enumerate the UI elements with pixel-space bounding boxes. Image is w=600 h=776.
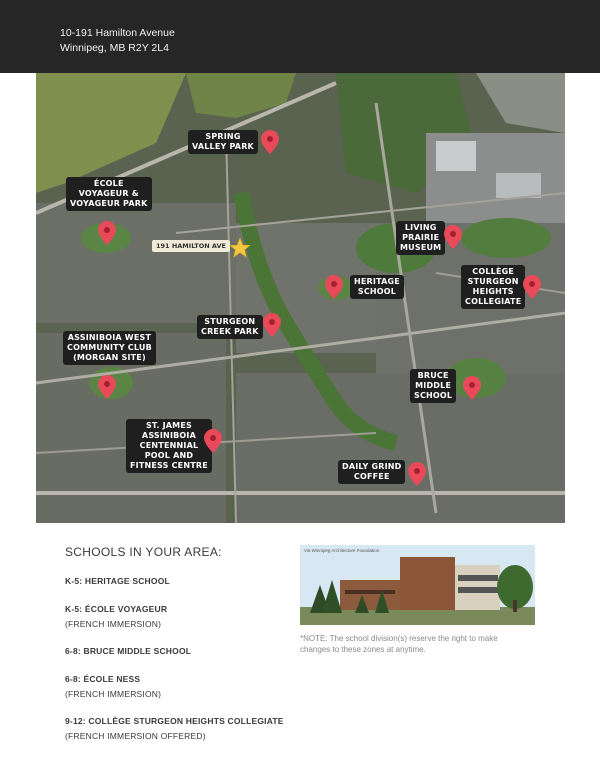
label-line: PRAIRIE: [402, 233, 440, 242]
label-spring-valley-park: [188, 130, 258, 154]
label-line: SCHOOL: [357, 287, 397, 296]
address-line-1: 10-191 Hamilton Avenue: [60, 27, 175, 39]
school-item: [65, 716, 284, 741]
label-line: VOYAGEUR &: [78, 189, 139, 198]
school-note: (FRENCH IMMERSION): [65, 689, 162, 699]
location-pin-icon: [261, 130, 279, 154]
label-line: ASSINIBOIA WEST: [67, 333, 152, 342]
label-line: ST. JAMES: [145, 421, 192, 430]
school-grade: K-5: ÉCOLE VOYAGEUR: [65, 604, 168, 614]
school-grade: 6-8: ÉCOLE NESS: [65, 674, 141, 684]
location-pin-icon: [325, 275, 343, 299]
label-assiniboia-west: [63, 331, 156, 365]
label-daily-grind-coffee: [338, 460, 405, 484]
location-pin-icon: [463, 376, 481, 400]
school-note: (FRENCH IMMERSION OFFERED): [65, 731, 206, 741]
label-line: ÉCOLE: [93, 179, 124, 188]
label-living-prairie-museum: [396, 221, 445, 255]
address-block: [60, 26, 175, 56]
label-line: CREEK PARK: [201, 327, 259, 336]
label-line: SCHOOL: [414, 391, 453, 400]
label-ecole-voyageur: [66, 177, 152, 211]
label-line: LIVING: [404, 223, 437, 232]
label-line: ASSINIBOIA: [141, 431, 196, 440]
school-item: [65, 674, 161, 699]
label-bruce-middle-school: [410, 369, 456, 403]
location-pin-icon: [98, 221, 116, 245]
location-pin-icon: [204, 429, 222, 453]
label-line: VALLEY PARK: [192, 142, 254, 151]
location-pin-icon: [263, 313, 281, 337]
label-line: COLLEGIATE: [465, 297, 522, 306]
label-line: MIDDLE: [415, 381, 452, 390]
label-line: MUSEUM: [400, 243, 442, 252]
label-line: COLLÈGE: [472, 267, 515, 276]
location-pin-icon: [408, 462, 426, 486]
label-college-sturgeon-heights: [461, 265, 525, 309]
label-line: DAILY GRIND: [342, 462, 402, 471]
school-grade: 6-8: BRUCE MIDDLE SCHOOL: [65, 646, 192, 656]
building-illustration: [300, 545, 535, 625]
label-line: COFFEE: [353, 472, 390, 481]
label-line: CENTENNIAL: [139, 441, 199, 450]
school-item: [65, 604, 167, 629]
label-line: COMMUNITY CLUB: [67, 343, 152, 352]
address-line-2: Winnipeg, MB R2Y 2L4: [60, 42, 169, 54]
location-pin-icon: [523, 275, 541, 299]
address-tag: 191 HAMILTON AVE: [152, 240, 230, 252]
school-grade: 9-12: COLLÈGE STURGEON HEIGHTS COLLEGIATE: [65, 716, 284, 726]
school-building-photo: [300, 545, 535, 625]
label-sturgeon-creek-park: [197, 315, 263, 339]
label-line: HEIGHTS: [472, 287, 514, 296]
schools-heading: SCHOOLS IN YOUR AREA:: [65, 545, 222, 559]
label-st-james-assiniboia: [126, 419, 212, 473]
location-pin-icon: [98, 375, 116, 399]
disclaimer-note: *NOTE: The school division(s) reserve the right to make changes to these zones at anytime.: [300, 634, 498, 654]
label-line: VOYAGEUR PARK: [70, 199, 148, 208]
label-line: FITNESS CENTRE: [130, 461, 208, 470]
label-line: POOL AND: [144, 451, 194, 460]
home-star-icon: [229, 237, 251, 259]
school-item: [65, 646, 191, 656]
photo-credit: Via Winnipeg Architecture Foundation: [304, 548, 380, 553]
label-line: SPRING: [205, 132, 241, 141]
label-heritage-school: [350, 275, 404, 299]
label-line: HERITAGE: [354, 277, 400, 286]
header-bar: [0, 0, 600, 73]
label-line: STURGEON: [204, 317, 256, 326]
school-item: [65, 576, 170, 586]
school-grade: K-5: HERITAGE SCHOOL: [65, 576, 170, 586]
label-line: STURGEON: [467, 277, 519, 286]
school-note: (FRENCH IMMERSION): [65, 619, 162, 629]
label-line: (MORGAN SITE): [73, 353, 146, 362]
location-pin-icon: [444, 225, 462, 249]
label-line: BRUCE: [417, 371, 449, 380]
aerial-map: [36, 73, 565, 523]
